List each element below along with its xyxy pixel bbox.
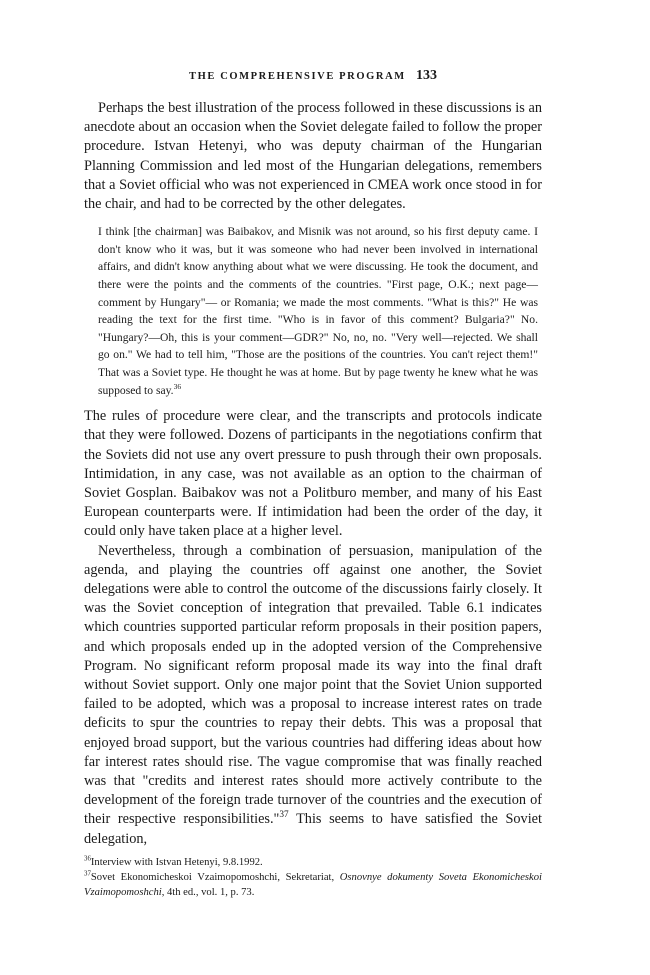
footnote-36-number: 36 [84, 855, 91, 863]
footnote-37-text-a: Sovet Ekonomicheskoi Vzaimopomoshchi, Sekretariat, [90, 871, 340, 883]
page-number: 133 [416, 68, 437, 83]
book-page [84, 68, 542, 900]
footnote-37 [84, 870, 542, 900]
footnote-ref-36: 36 [173, 381, 182, 391]
footnote-36-text: Interview with Istvan Hetenyi, 9.8.1992. [90, 856, 263, 868]
paragraph-3 [84, 542, 542, 849]
paragraph-3-text: Nevertheless, through a combination of persuasion, manipulation of the agenda, and playing the countries off against one another, the Soviet delegations were able to control the outcome of the discussions fairly closely. It was the Soviet conception of integration that prevailed. Table 6.1 indicates which countries supported particular reform proposals in their position papers, and which proposals ended up in the adopted version of the Comprehensive Program. No significant reform proposal made its way into the final draft without Soviet support. Only one major point that the Soviet Union supported failed to be adopted, which was a proposal to increase interest rates on trade deficits to spur the countries to repay their debts. This was a proposal that enjoyed broad support, but the various countries had differing ideas about how far interest rates should rise. The vague compromise that was finally reached was that "credits and interest rates should more actively contribute to the development of the foreign trade turnover of the countries and the execution of their respective responsibilities." [84, 542, 542, 828]
block-quote [98, 223, 538, 399]
paragraph-3-tail: This seems to have satisfied the Soviet delegation, [84, 811, 542, 847]
running-title: THE COMPREHENSIVE PROGRAM [189, 71, 406, 82]
paragraph-1: Perhaps the best illustration of the process followed in these discussions is an anecdote about an occasion when the Soviet delegate failed to follow the proper procedure. Istvan Hetenyi, who was deputy chairman of the Hungarian Planning Commission and led most of the Hungarian delegations, remembers that a Soviet official who was not experienced in CMEA work once stood in for the chair, and had to be corrected by the other delegates. [84, 100, 542, 213]
footnote-ref-37: 37 [279, 810, 289, 821]
footnote-37-text-b: , 4th ed., vol. 1, p. 73. [161, 886, 255, 898]
footnote-37-number: 37 [84, 870, 91, 878]
running-head [84, 68, 542, 85]
paragraph-2: The rules of procedure were clear, and the transcripts and protocols indicate that they were followed. Dozens of participants in the negotiations confirm that the Soviets did not use any overt pressure to push through their own proposals. Intimidation, in any case, was not available as an option to the chairman of Soviet Gosplan. Baibakov was not a Politburo member, and many of his East European counterparts were. If intimidation had been the order of the day, it could only have taken place at a higher level. [84, 408, 542, 540]
footnotes [84, 855, 542, 900]
footnote-37-title: Osnovnye dokumenty Soveta Ekonomicheskoi Vzaimopomoshchi [84, 871, 542, 898]
quote-text: I think [the chairman] was Baibakov, and Misnik was not around, so his first deputy came. I don't know who it was, but it was someone who had never been involved in international affairs, and didn't know anything about what we were discussing. He took the document, and there were the points and the comments of the countries. "First page, O.K.; next page—comment by Hungary"— or Romania; we made the most comments. "What is this?" He was reading the text for the first time. "Who is in favor of this comment? Bulgaria?" No. "Hungary?—Oh, this is your comment—GDR?" No, no, no. "Very well—rejected. We shall go on." We had to tell him, "Those are the positions of the countries. You can't reject them!" That was a Soviet type. He thought he was at home. But by page twenty he knew what he was supposed to say. [98, 225, 538, 397]
footnote-36 [84, 855, 542, 870]
